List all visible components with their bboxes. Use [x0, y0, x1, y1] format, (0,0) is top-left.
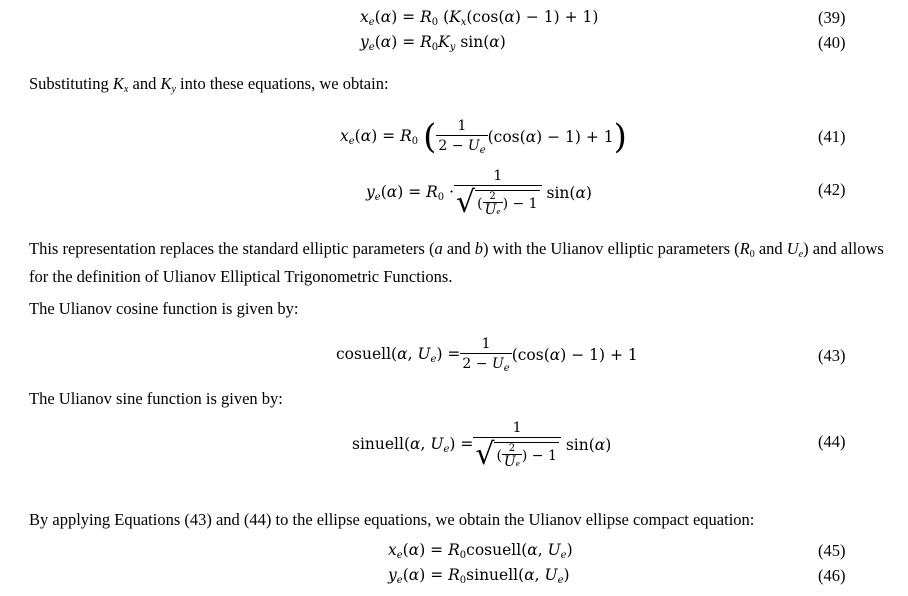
- equation-42: $y_e(\alpha) = R_0$ · 1 √ ( $\frac{2}{Ue}$ ) − 1 sin(α): [366, 168, 592, 220]
- equation-40: $y_e(\alpha) = R_0K_y$ sin(α): [360, 33, 506, 53]
- cosine-intro: The Ulianov cosine function is given by:: [29, 299, 299, 318]
- equation-41: $x_e(\alpha) = R_0$ ( $\frac{1}{2 - U_e}$ (cos(α) − 1) + 1 ): [340, 117, 627, 157]
- equation-number-41: (41): [818, 127, 846, 146]
- equation-number-45: (45): [818, 541, 846, 560]
- equation-number-44: (44): [818, 432, 846, 451]
- equation-number-42: (42): [818, 180, 846, 199]
- equation-45: $x_e(\alpha)$ = $R_0cosuell(\alpha$, $U_e$): [388, 541, 573, 561]
- equation-number-40: (40): [818, 33, 846, 52]
- equation-number-46: (46): [818, 566, 846, 585]
- equation-number-39: (39): [818, 8, 846, 27]
- equation-39: $x_e(\alpha) = R_0$ $(K_x(\cos(\alpha) - 1) + 1)$: [360, 8, 599, 28]
- representation-paragraph: This representation replaces the standard elliptic parameters (a and b) with the Ulianov elliptic parameters ($R_0$ and $U_e$) and allows for the definition of Ulianov Elliptical Trigonometric Functions.: [29, 239, 884, 286]
- equation-number-43: (43): [818, 346, 846, 365]
- equation-43: cosuell(α, $U_e$) = $\frac{1}{2 - U_e}$ (cos(α) − 1) + 1: [336, 336, 638, 374]
- equation-44: sinuell(α, $U_e$) = 1 √ ( $\frac{2}{Ue}$ ) − 1 sin(α): [352, 420, 612, 472]
- substituting-paragraph: Substituting $K_x$ and $K_y$ into these equations, we obtain:: [29, 74, 389, 95]
- applying-paragraph: By applying Equations (43) and (44) to the ellipse equations, we obtain the Ulianov ellipse compact equation:: [29, 510, 755, 529]
- equation-46: $y_e(\alpha)$ = $R_0sinuell(\alpha$, $U_e$): [388, 566, 570, 586]
- sine-intro: The Ulianov sine function is given by:: [29, 389, 283, 408]
